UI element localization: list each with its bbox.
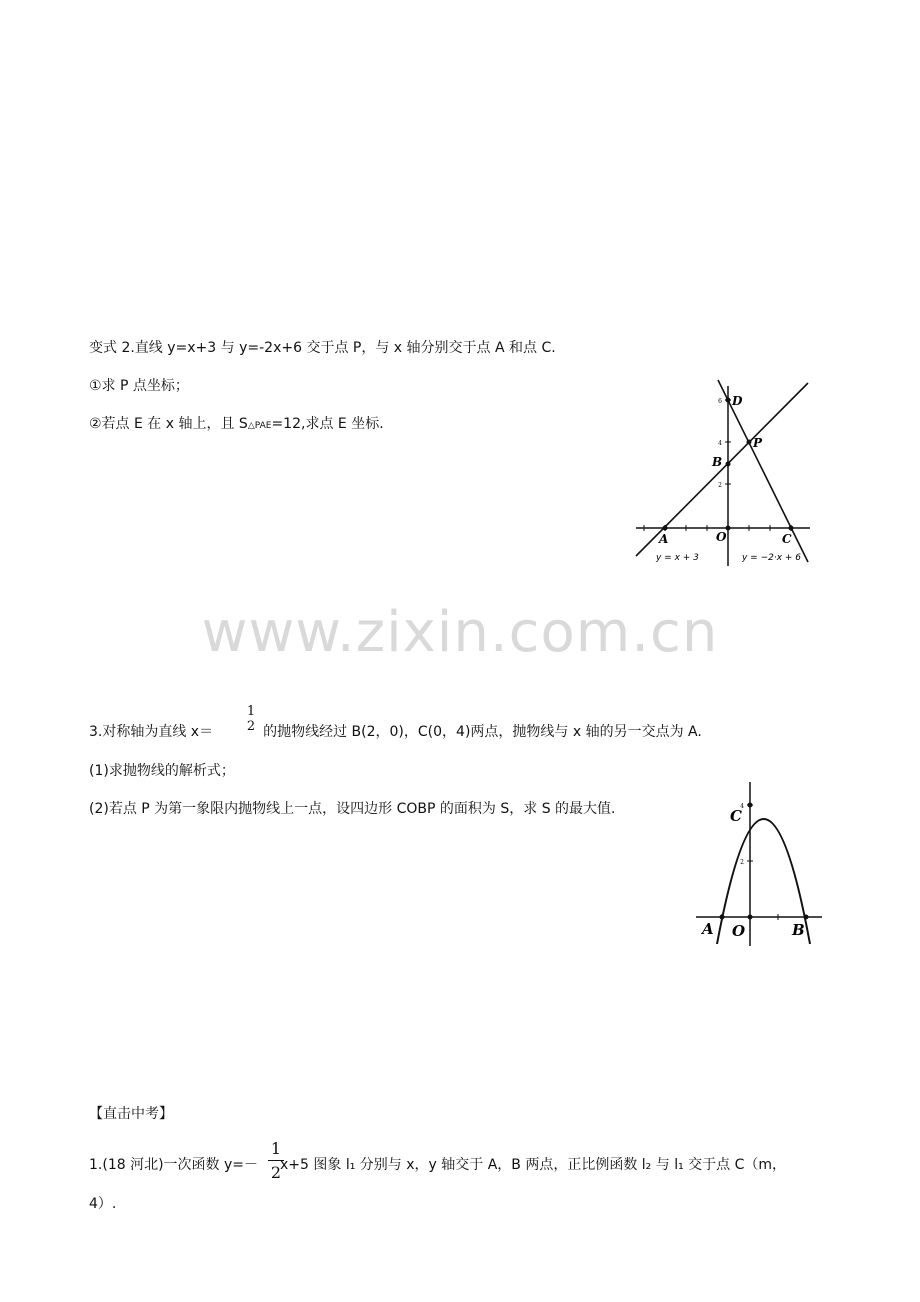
label-d: D bbox=[732, 394, 743, 408]
q2-suffix: =12,求点 E 坐标. bbox=[271, 416, 384, 432]
q2-subscript: △PAE bbox=[247, 421, 272, 431]
fraction-denominator: 2 bbox=[270, 1163, 282, 1182]
variant2-question-1: ①求 P 点坐标； bbox=[89, 378, 189, 394]
problem3-question-1: (1)求抛物线的解析式； bbox=[89, 763, 235, 779]
point-b bbox=[804, 915, 809, 920]
tick-label-2: 2 bbox=[718, 482, 722, 489]
exam-question-1-continued: 4）. bbox=[89, 1196, 117, 1212]
tick-label-6: 6 bbox=[718, 398, 722, 405]
label-a: A bbox=[659, 532, 669, 546]
label-o: O bbox=[716, 530, 727, 544]
problem3-question-2: (2)若点 P 为第一象限内抛物线上一点，设四边形 COBP 的面积为 S，求 S 的最大值. bbox=[89, 801, 616, 817]
point-c bbox=[789, 526, 794, 531]
problem3-statement bbox=[89, 722, 702, 742]
point-c bbox=[748, 803, 753, 808]
point-o bbox=[748, 915, 753, 920]
parabola-graph-figure bbox=[690, 778, 826, 948]
variant2-question-2 bbox=[89, 414, 384, 436]
label-b: B bbox=[792, 921, 805, 939]
label-a: A bbox=[702, 920, 714, 938]
label-p: P bbox=[753, 436, 763, 450]
label-c: C bbox=[782, 532, 792, 546]
fraction-numerator: 1 bbox=[270, 1139, 282, 1158]
tick-label-2: 2 bbox=[740, 859, 744, 866]
fraction-numerator: 1 bbox=[246, 704, 256, 719]
point-a bbox=[720, 915, 725, 920]
equation-label-2: y = −2·x + 6 bbox=[742, 553, 802, 563]
equation-label-1: y = x + 3 bbox=[656, 553, 699, 563]
q2-prefix: ②若点 E 在 x 轴上，且 S bbox=[89, 416, 248, 432]
point-d bbox=[726, 398, 731, 403]
tick-label-4: 4 bbox=[718, 440, 722, 447]
tick-label-4: 4 bbox=[740, 803, 744, 810]
problem3-prefix: 3.对称轴为直线 x＝ bbox=[89, 724, 214, 740]
watermark-text: www.zixin.com.cn bbox=[201, 600, 719, 665]
fraction-denominator: 2 bbox=[246, 719, 256, 734]
label-o: O bbox=[732, 922, 746, 940]
point-p bbox=[747, 440, 752, 445]
exam-heading: 【直击中考】 bbox=[89, 1106, 173, 1122]
point-a bbox=[663, 526, 668, 531]
problem3-suffix: 的抛物线经过 B(2，0)，C(0，4)两点，抛物线与 x 轴的另一交点为 A. bbox=[263, 724, 702, 740]
variant2-title: 变式 2.直线 y=x+3 与 y=-2x+6 交于点 P，与 x 轴分别交于点 A 和点 C. bbox=[89, 340, 556, 356]
label-c: C bbox=[730, 807, 742, 825]
label-b: B bbox=[712, 455, 723, 469]
exam-question-1 bbox=[89, 1155, 786, 1175]
exam-q1-prefix: 1.(18 河北)一次函数 y=－ bbox=[89, 1157, 259, 1173]
exam-q1-suffix: x+5 图象 l₁ 分别与 x，y 轴交于 A，B 两点，正比例函数 l₂ 与 l₁ 交于点 C（m， bbox=[280, 1157, 787, 1173]
lines-graph-figure bbox=[632, 378, 814, 570]
point-b bbox=[726, 462, 731, 467]
